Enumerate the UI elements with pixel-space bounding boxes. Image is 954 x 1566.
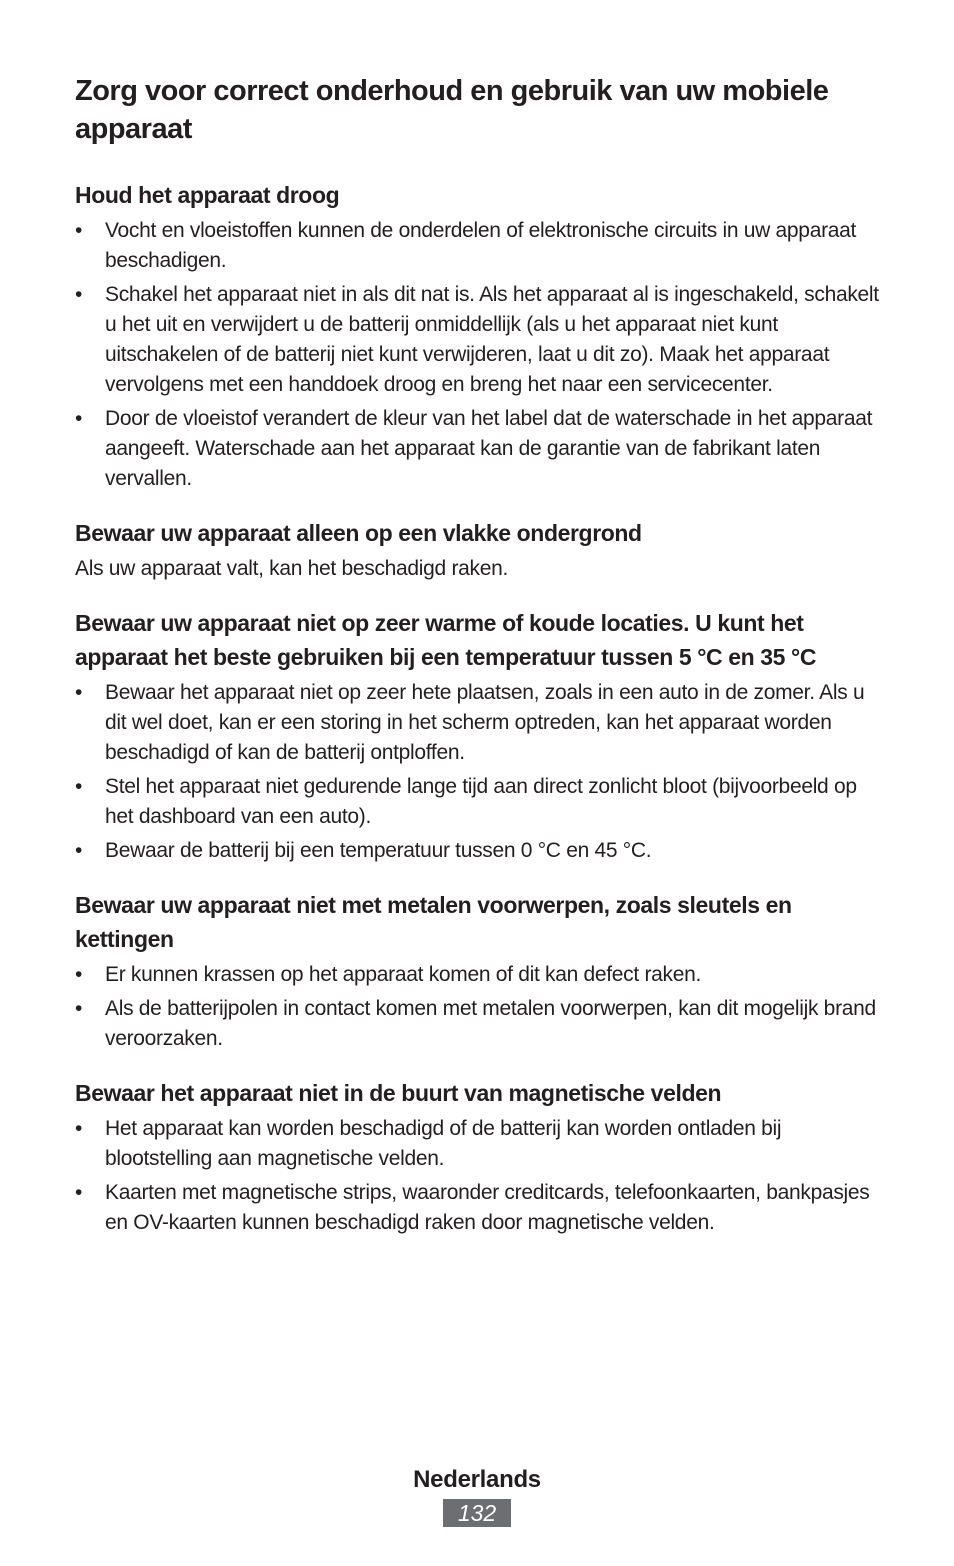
footer-language: Nederlands — [413, 1466, 541, 1493]
list-item — [75, 404, 885, 494]
section-keep-dry — [75, 178, 885, 494]
document-page — [75, 72, 885, 1242]
list-item-text: Er kunnen krassen op het apparaat komen of dit kan defect raken. — [105, 963, 702, 986]
list-item-text: Stel het apparaat niet gedurende lange tijd aan direct zonlicht bloot (bijvoorbeeld op het dashboard van een auto). — [105, 775, 857, 828]
bullet-icon: • — [75, 1181, 83, 1204]
section-paragraph: Als uw apparaat valt, kan het beschadigd raken. — [75, 557, 509, 580]
list-item-text: Het apparaat kan worden beschadigd of de batterij kan worden ontladen bij blootstelling aan magnetische velden. — [105, 1117, 782, 1170]
section-heading: Houd het apparaat droog — [75, 182, 340, 208]
bullet-icon: • — [75, 963, 83, 986]
list-item-text: Bewaar de batterij bij een temperatuur tussen 0 °C en 45 °C. — [105, 839, 652, 862]
list-item-text: Vocht en vloeistoffen kunnen de onderdelen of elektronische circuits in uw apparaat beschadigen. — [105, 219, 857, 272]
section-magnetic-fields — [75, 1076, 885, 1238]
list-item-text: Als de batterijpolen in contact komen met metalen voorwerpen, kan dit mogelijk brand veroorzaken. — [105, 997, 876, 1050]
section-metal-objects — [75, 888, 885, 1054]
page-number: 132 — [443, 1499, 511, 1527]
list-item — [75, 1178, 885, 1238]
bullet-icon: • — [75, 681, 83, 704]
list-item — [75, 994, 885, 1054]
section-heading: Bewaar uw apparaat niet op zeer warme of koude locaties. U kunt het apparaat het beste gebruiken bij een temperatuur tussen 5 °C en 35 °C — [75, 610, 817, 670]
section-flat-surface — [75, 516, 885, 584]
list-item-text: Schakel het apparaat niet in als dit nat is. Als het apparaat al is ingeschakeld, schakelt u het uit en verwijdert u de batterij onmiddellijk (als u het apparaat niet kunt uitschakelen of de batterij niet kunt verwijderen, laat u dit zo). Maak het apparaat vervolgens met een handdoek droog en breng het naar een servicecenter. — [105, 283, 879, 396]
list-item-text: Bewaar het apparaat niet op zeer hete plaatsen, zoals in een auto in de zomer. Als u dit wel doet, kan er een storing in het scherm optreden, kan het apparaat worden beschadigd of kan de batterij ontploffen. — [105, 681, 865, 764]
bullet-icon: • — [75, 997, 83, 1020]
bullet-icon: • — [75, 1117, 83, 1140]
list-item-text: Kaarten met magnetische strips, waaronder creditcards, telefoonkaarten, bankpasjes en OV-kaarten kunnen beschadigd raken door magnetische velden. — [105, 1181, 870, 1234]
section-heading: Bewaar het apparaat niet in de buurt van magnetische velden — [75, 1080, 722, 1106]
bullet-icon: • — [75, 219, 83, 242]
bullet-icon: • — [75, 407, 83, 430]
bullet-list — [75, 678, 885, 866]
page-footer — [0, 1463, 954, 1527]
list-item-text: Door de vloeistof verandert de kleur van het label dat de waterschade in het apparaat aangeeft. Waterschade aan het apparaat kan de garantie van de fabrikant laten vervallen. — [105, 407, 873, 490]
bullet-list — [75, 216, 885, 494]
list-item — [75, 216, 885, 276]
bullet-icon: • — [75, 775, 83, 798]
bullet-icon: • — [75, 839, 83, 862]
list-item — [75, 678, 885, 768]
page-title: Zorg voor correct onderhoud en gebruik van uw mobiele apparaat — [75, 75, 829, 145]
bullet-list — [75, 960, 885, 1054]
list-item — [75, 960, 885, 990]
section-temperature — [75, 606, 885, 866]
list-item — [75, 772, 885, 832]
list-item — [75, 836, 885, 866]
section-heading: Bewaar uw apparaat niet met metalen voorwerpen, zoals sleutels en kettingen — [75, 892, 792, 952]
bullet-list — [75, 1114, 885, 1238]
bullet-icon: • — [75, 283, 83, 306]
list-item — [75, 1114, 885, 1174]
list-item — [75, 280, 885, 400]
section-heading: Bewaar uw apparaat alleen op een vlakke ondergrond — [75, 520, 642, 546]
